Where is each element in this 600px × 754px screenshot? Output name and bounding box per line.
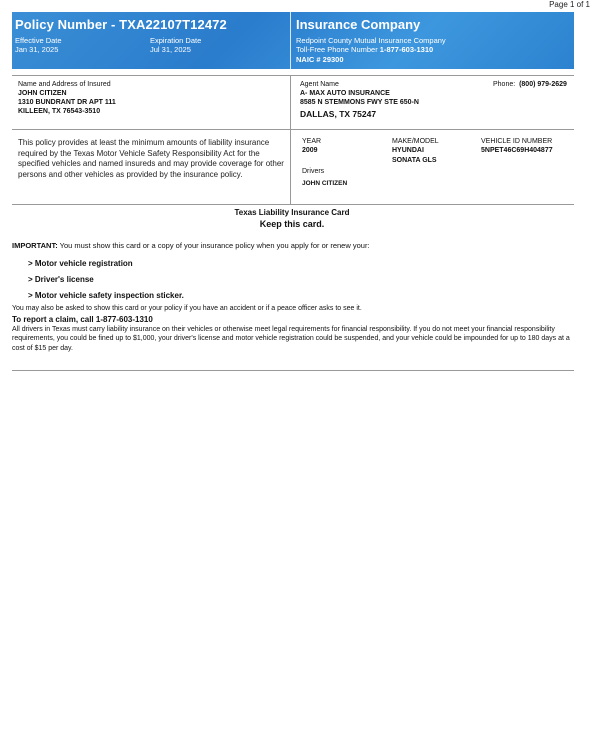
vehicle-model: SONATA GLS — [392, 157, 437, 164]
agent-phone — [493, 81, 567, 88]
expiration-date-label: Expiration Date — [150, 36, 202, 45]
section-divider-1 — [12, 75, 574, 76]
coverage-statement: This policy provides at least the minimum amounts of liability insurance required by the Texas Motor Vehicle Safety Responsibility Act for the specified vehicles and named insureds and may provide coverage for other persons and other vehicles as provided by the insurance policy. — [18, 138, 284, 179]
requirement-item: > Motor vehicle safety inspection sticker. — [28, 291, 184, 300]
agent-address-line2: DALLAS, TX 75247 — [300, 109, 377, 119]
card-title: Texas Liability Insurance Card — [234, 208, 350, 217]
section-divider-2 — [12, 129, 574, 130]
important-label: IMPORTANT: — [12, 241, 58, 250]
year-label: YEAR — [302, 138, 322, 145]
toll-free-phone — [296, 45, 433, 54]
vin-label: VEHICLE ID NUMBER — [481, 138, 553, 145]
section-divider-3 — [12, 204, 574, 205]
requirement-item: > Driver's license — [28, 275, 94, 284]
mutual-company-name: Redpoint County Mutual Insurance Company — [296, 36, 446, 45]
vehicle-vin: 5NPET46C69H404877 — [481, 147, 553, 154]
agent-phone-number: (800) 979-2629 — [519, 81, 567, 88]
requirement-item: > Motor vehicle registration — [28, 259, 133, 268]
important-text: You must show this card or a copy of your insurance policy when you apply for or renew your: — [57, 241, 370, 250]
driver-name: JOHN CITIZEN — [302, 180, 348, 187]
make-model-label: MAKE/MODEL — [392, 138, 439, 145]
insured-address-line1: 1310 BUNDRANT DR APT 111 — [18, 99, 116, 106]
claim-phone: To report a claim, call 1-877-603-1310 — [12, 315, 153, 324]
expiration-date: Jul 31, 2025 — [150, 45, 191, 54]
page-number: Page 1 of 1 — [549, 0, 590, 9]
policy-number-title: Policy Number - TXA22107T12472 — [15, 17, 227, 32]
policy-header — [12, 12, 574, 69]
insurance-company-name: Insurance Company — [296, 17, 421, 32]
bottom-divider — [12, 370, 574, 371]
card-subtitle: Keep this card. — [259, 219, 325, 229]
agent-label: Agent Name — [300, 81, 339, 88]
toll-free-phone-number: 1-877-603-1310 — [379, 45, 434, 54]
important-notice — [12, 241, 370, 250]
drivers-label: Drivers — [302, 168, 325, 175]
insured-address-line2: KILLEEN, TX 76543-3510 — [18, 108, 101, 115]
agent-phone-label: Phone: — [493, 81, 516, 88]
agent-address-line1: 8585 N STEMMONS FWY STE 650-N — [300, 99, 419, 106]
insured-label: Name and Address of Insured — [18, 81, 111, 88]
accident-notice: You may also be asked to show this card or your policy if you have an accident or if a peace officer asks to see it. — [12, 305, 362, 312]
naic-number: NAIC # 29300 — [296, 55, 344, 64]
effective-date-label: Effective Date — [15, 36, 62, 45]
header-divider — [290, 12, 291, 69]
insured-name: JOHN CITIZEN — [18, 90, 67, 97]
financial-responsibility-notice: All drivers in Texas must carry liability insurance on their vehicles or otherwise meet legal requirements for financial responsibility. If you do not meet your financial responsibility requirements, you could be fined up to $1,000, your driver's license and motor vehicle registration could be suspended, and your vehicle could be impounded for up to 180 days at a cost of $15 per day. — [12, 326, 570, 352]
vehicle-make: HYUNDAI — [392, 147, 424, 154]
effective-date: Jan 31, 2025 — [15, 45, 59, 54]
agent-name: A- MAX AUTO INSURANCE — [300, 90, 390, 97]
toll-free-phone-label: Toll-Free Phone Number — [296, 45, 378, 54]
vehicle-year: 2009 — [302, 147, 318, 154]
column-divider — [290, 75, 291, 205]
